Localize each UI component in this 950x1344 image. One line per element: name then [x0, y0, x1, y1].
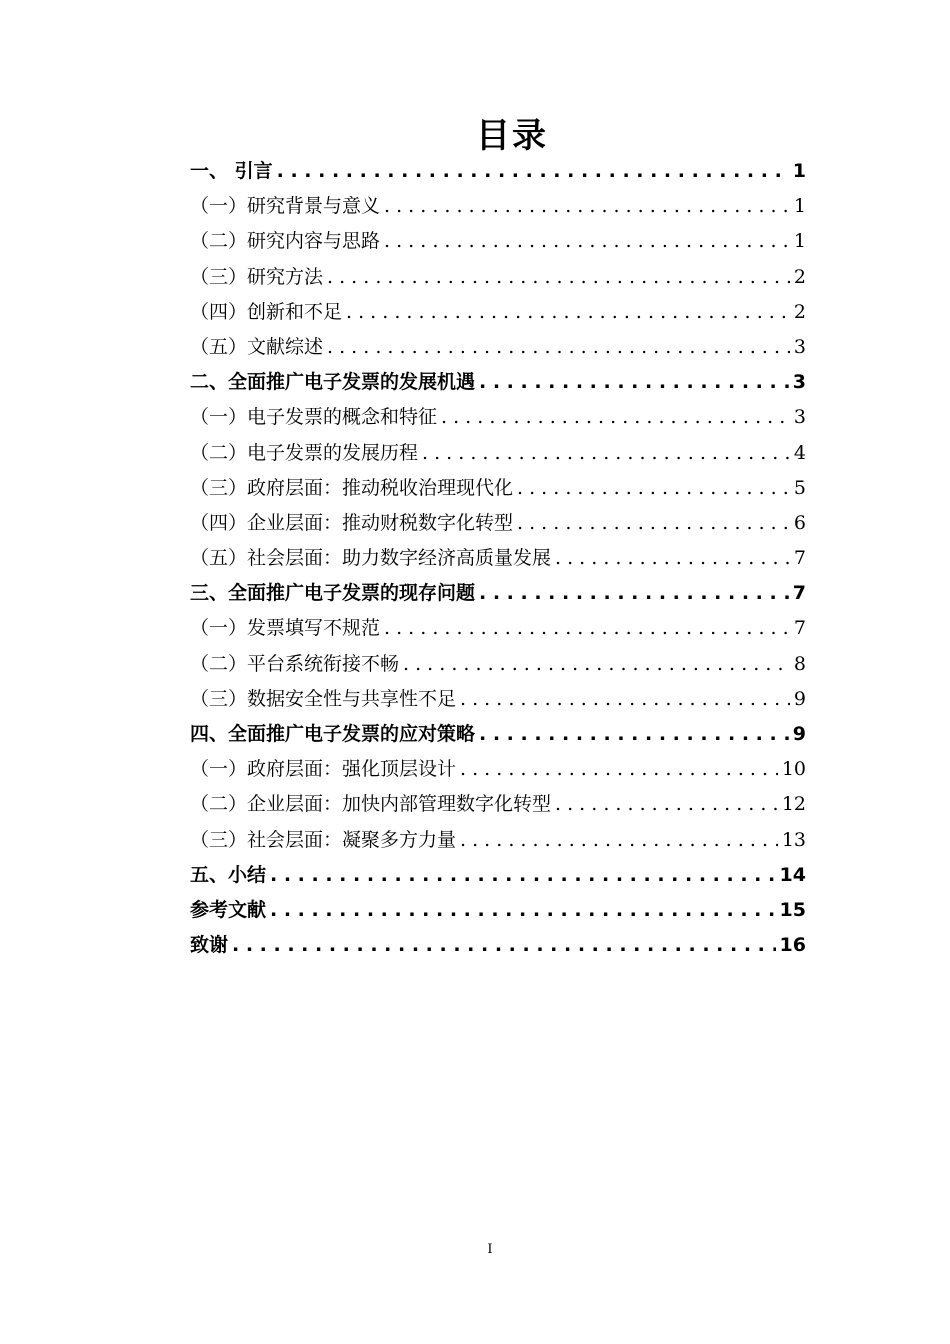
toc-entry-page: 15	[779, 898, 806, 921]
toc-entry-label: 参考文献	[190, 898, 267, 921]
toc-entry-page: 3	[793, 406, 806, 429]
toc-dot-leader	[346, 295, 790, 330]
toc-entry-label: 致谢	[190, 934, 229, 957]
toc-entry-page: 14	[779, 863, 806, 886]
toc-dot-leader	[517, 471, 790, 506]
toc-dot-leader	[232, 928, 776, 963]
toc-entry-page: 1	[793, 195, 806, 218]
toc-entry-label: （二）电子发票的发展历程	[190, 441, 419, 464]
toc-dot-leader	[479, 365, 789, 400]
toc-dot-leader	[441, 400, 790, 435]
toc-dot-leader	[517, 506, 790, 541]
table-of-contents	[190, 154, 806, 963]
toc-entry-label: 三、全面推广电子发票的现存问题	[190, 582, 476, 605]
toc-entry[interactable]	[190, 189, 806, 224]
toc-entry[interactable]	[190, 436, 806, 471]
toc-entry[interactable]	[190, 506, 806, 541]
toc-entry[interactable]	[190, 752, 806, 787]
toc-entry-label: （三）社会层面：凝聚多方力量	[190, 828, 457, 851]
toc-entry[interactable]	[190, 893, 806, 928]
toc-entry-page: 6	[793, 511, 806, 534]
toc-dot-leader	[384, 189, 790, 224]
toc-entry-page: 2	[793, 300, 806, 323]
toc-entry-label: （四）企业层面：推动财税数字化转型	[190, 511, 514, 534]
toc-entry-label: （一）发票填写不规范	[190, 617, 381, 640]
toc-dot-leader	[555, 787, 778, 822]
toc-dot-leader	[403, 647, 790, 682]
toc-entry[interactable]	[190, 154, 806, 189]
toc-entry[interactable]	[190, 224, 806, 259]
toc-entry[interactable]	[190, 576, 806, 611]
toc-entry[interactable]	[190, 471, 806, 506]
toc-entry-page: 13	[781, 828, 806, 851]
toc-dot-leader	[384, 611, 790, 646]
toc-entry-page: 7	[792, 582, 806, 605]
toc-dot-leader	[277, 154, 789, 189]
toc-dot-leader	[270, 858, 776, 893]
page-number-footer: I	[487, 1242, 493, 1257]
toc-entry-page: 12	[781, 793, 806, 816]
toc-entry-page: 10	[781, 758, 806, 781]
toc-dot-leader	[460, 682, 790, 717]
toc-entry-label: （三）数据安全性与共享性不足	[190, 687, 457, 710]
toc-entry-page: 8	[793, 652, 806, 675]
toc-entry[interactable]	[190, 858, 806, 893]
toc-entry-label: （五）文献综述	[190, 335, 324, 358]
toc-entry-page: 9	[792, 723, 806, 745]
toc-entry[interactable]	[190, 400, 806, 435]
toc-entry-label: （三）研究方法	[190, 265, 324, 288]
toc-entry-label: （五）社会层面：助力数字经济高质量发展	[190, 547, 552, 570]
toc-entry-label: （二）企业层面：加快内部管理数字化转型	[190, 793, 552, 816]
toc-dot-leader	[327, 330, 790, 365]
toc-entry-page: 1	[793, 230, 806, 253]
toc-entry-label: 四、全面推广电子发票的应对策略	[190, 723, 476, 745]
toc-entry[interactable]	[190, 647, 806, 682]
toc-entry[interactable]	[190, 260, 806, 295]
toc-entry-page: 7	[793, 617, 806, 640]
toc-entry-page: 9	[793, 687, 806, 710]
toc-dot-leader	[555, 541, 790, 576]
toc-dot-leader	[422, 436, 790, 471]
toc-entry-page: 3	[792, 371, 806, 394]
toc-entry-label: （一）政府层面：强化顶层设计	[190, 758, 457, 781]
toc-entry-page: 4	[793, 441, 806, 464]
toc-entry[interactable]	[190, 541, 806, 576]
toc-dot-leader	[327, 260, 790, 295]
toc-entry-page: 2	[793, 265, 806, 288]
toc-entry-label: （二）研究内容与思路	[190, 230, 381, 253]
toc-entry-label: （一）电子发票的概念和特征	[190, 406, 438, 429]
toc-entry[interactable]	[190, 295, 806, 330]
toc-entry-page: 5	[793, 476, 806, 499]
toc-entry-label: （一）研究背景与意义	[190, 195, 381, 218]
toc-entry[interactable]	[190, 682, 806, 717]
toc-dot-leader	[384, 224, 790, 259]
toc-entry[interactable]	[190, 928, 806, 963]
toc-entry-label: 二、全面推广电子发票的发展机遇	[190, 371, 476, 394]
toc-entry-label: （四）创新和不足	[190, 300, 343, 323]
toc-dot-leader	[479, 717, 789, 752]
toc-entry-page: 7	[793, 547, 806, 570]
toc-entry[interactable]	[190, 330, 806, 365]
toc-dot-leader	[460, 823, 778, 858]
toc-entry-page: 16	[779, 934, 806, 957]
toc-entry-label: 一、 引言	[190, 160, 273, 182]
toc-entry-label: （三）政府层面：推动税收治理现代化	[190, 476, 514, 499]
toc-entry[interactable]	[190, 823, 806, 858]
toc-entry[interactable]	[190, 787, 806, 822]
toc-entry-page: 3	[793, 335, 806, 358]
page-title: 目录	[476, 116, 548, 156]
toc-entry-label: （二）平台系统衔接不畅	[190, 652, 400, 675]
toc-entry-label: 五、小结	[190, 863, 267, 886]
toc-entry[interactable]	[190, 717, 806, 752]
toc-entry-page: 1	[792, 160, 806, 182]
toc-dot-leader	[460, 752, 778, 787]
toc-entry[interactable]	[190, 611, 806, 646]
toc-dot-leader	[479, 576, 789, 611]
toc-dot-leader	[270, 893, 776, 928]
toc-entry[interactable]	[190, 365, 806, 400]
